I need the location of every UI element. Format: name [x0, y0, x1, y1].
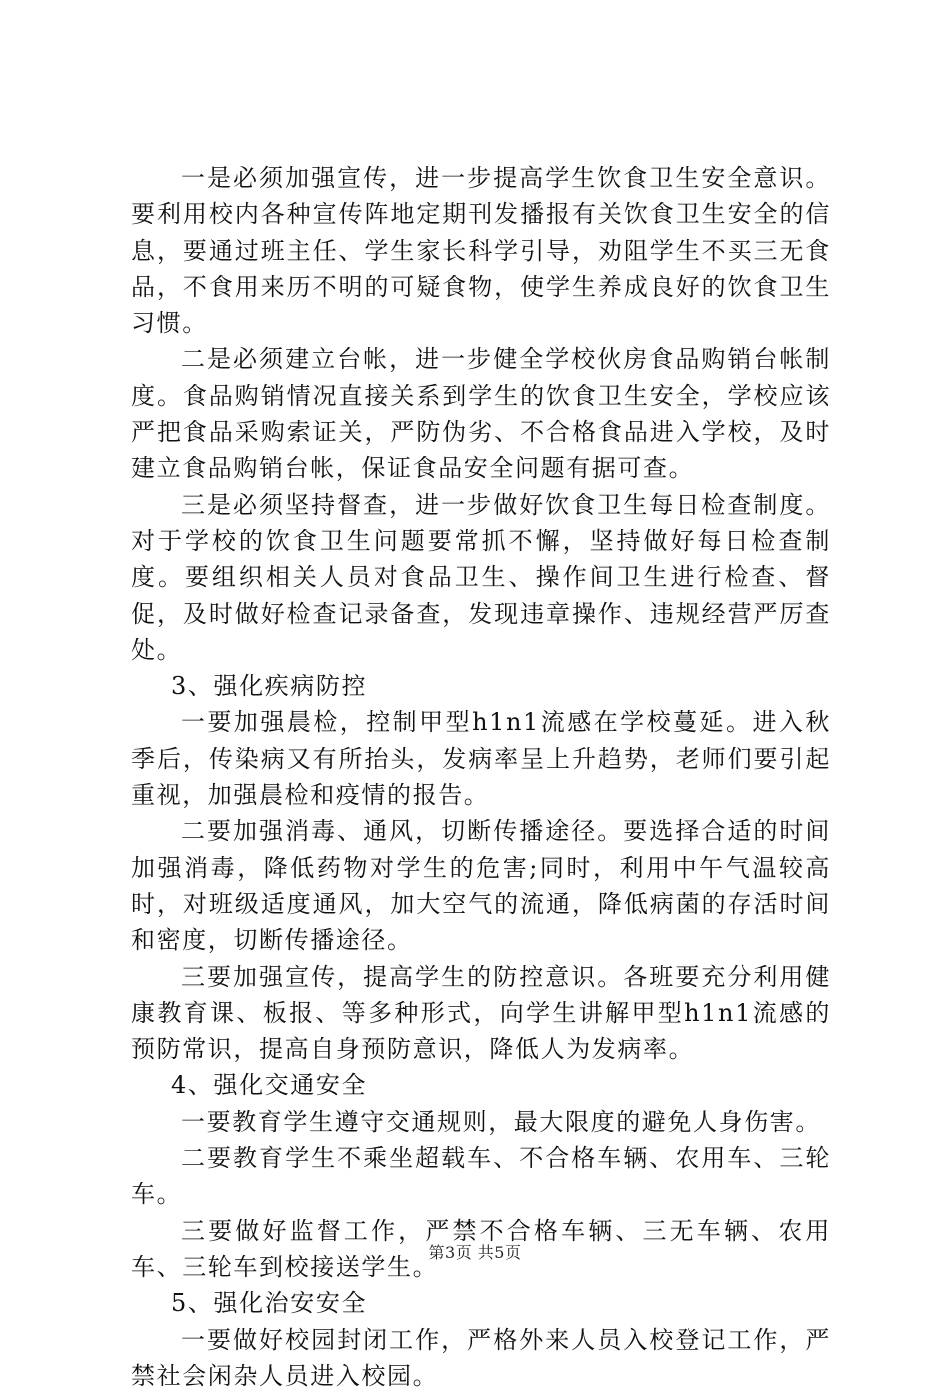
paragraph-campus-closure: 一要做好校园封闭工作，严格外来人员入校登记工作，严禁社会闲杂人员进入校园。	[131, 1322, 831, 1394]
section-heading-traffic-safety: 4、强化交通安全	[131, 1067, 831, 1103]
paragraph-food-ledger: 二是必须建立台帐，进一步健全学校伙房食品购销台帐制度。食品购销情况直接关系到学生的饮食卫生安全，学校应该严把食品采购索证关，严防伪劣、不合格食品进入学校，及时建立食品购销台帐，保证食品安全问题有据可查。	[131, 341, 831, 486]
paragraph-traffic-rules: 一要教育学生遵守交通规则，最大限度的避免人身伤害。	[131, 1104, 831, 1140]
paragraph-food-publicity: 一是必须加强宣传，进一步提高学生饮食卫生安全意识。要利用校内各种宣传阵地定期刊发播报有关饮食卫生安全的信息，要通过班主任、学生家长科学引导，劝阻学生不买三无食品，不食用来历不明的可疑食物，使学生养成良好的饮食卫生习惯。	[131, 160, 831, 341]
section-heading-public-security: 5、强化治安安全	[131, 1285, 831, 1321]
paragraph-food-inspection: 三是必须坚持督查，进一步做好饮食卫生每日检查制度。对于学校的饮食卫生问题要常抓不懈，坚持做好每日检查制度。要组织相关人员对食品卫生、操作间卫生进行检查、督促，及时做好检查记录备查，发现违章操作、违规经营严厉查处。	[131, 487, 831, 668]
paragraph-morning-check: 一要加强晨检，控制甲型h1n1流感在学校蔓延。进入秋季后，传染病又有所抬头，发病率呈上升趋势，老师们要引起重视，加强晨检和疫情的报告。	[131, 704, 831, 813]
paragraph-disease-publicity: 三要加强宣传，提高学生的防控意识。各班要充分利用健康教育课、板报、等多种形式，向学生讲解甲型h1n1流感的预防常识，提高自身预防意识，降低人为发病率。	[131, 959, 831, 1068]
paragraph-no-overloaded-vehicles: 二要教育学生不乘坐超载车、不合格车辆、农用车、三轮车。	[131, 1140, 831, 1213]
document-body	[131, 160, 831, 1394]
paragraph-vehicle-supervision: 三要做好监督工作，严禁不合格车辆、三无车辆、农用车、三轮车到校接送学生。	[131, 1213, 831, 1286]
page-number-footer: 第3页 共5页	[0, 1243, 950, 1263]
paragraph-disinfection: 二要加强消毒、通风，切断传播途径。要选择合适的时间加强消毒，降低药物对学生的危害;同时，利用中午气温较高时，对班级适度通风，加大空气的流通，降低病菌的存活时间和密度，切断传播途径。	[131, 813, 831, 958]
section-heading-disease-control: 3、强化疾病防控	[131, 668, 831, 704]
